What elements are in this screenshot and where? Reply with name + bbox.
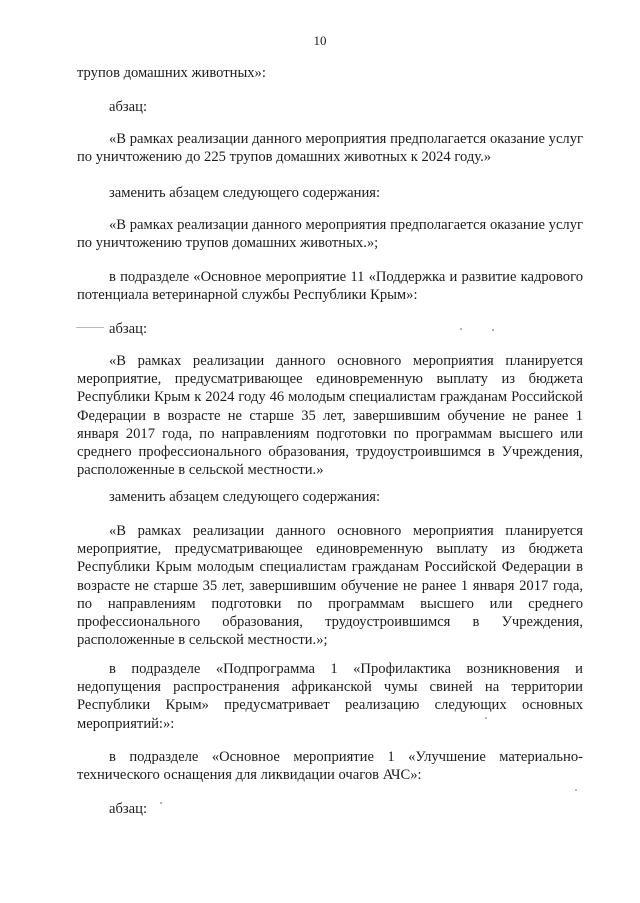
paragraph-abzac: абзац: (109, 321, 148, 337)
page-number: 10 (313, 33, 327, 48)
paragraph-abzac: абзац: (109, 801, 148, 817)
paragraph-replace-instruction: заменить абзацем следующего содержания: (109, 489, 381, 505)
paragraph-new-text: «В рамках реализации данного основного мероприятия планируется мероприятие, предусматривающее единовременную выплату из бюджета Республики Крым молодым специалистам гражданам Российской Федерации в возрасте не старше 35 лет, завершившим обучение не ранее 1 января 2017 года, по направлениям подготовки по программам высшего или среднего профессионального образования, трудоустроившимся в Учреждения, расположенные в сельской местности.»; (77, 523, 583, 649)
scan-artifact (460, 328, 462, 330)
scan-artifact (492, 329, 494, 331)
paragraph-new-text: «В рамках реализации данного мероприятия предполагается оказание услуг по уничтожению трупов домашних животных.»; (77, 217, 583, 252)
paragraph-abzac: абзац: (109, 99, 148, 115)
paragraph-replace-instruction: заменить абзацем следующего содержания: (109, 185, 381, 201)
scan-artifact (76, 327, 104, 328)
paragraph-old-text: «В рамках реализации данного основного мероприятия планируется мероприятие, предусматривающее единовременную выплату из бюджета Республики Крым к 2024 году 46 молодым специалистам гражданам Российской Федерации в возрасте не старше 35 лет, завершившим обучение не ранее 1 января 2017 года, по направлениям подготовки по программам высшего или среднего профессионального образования, трудоустроившимся в Учреждения, расположенные в сельской местности.» (77, 353, 583, 479)
scan-artifact (485, 717, 487, 719)
paragraph-subsection-11: в подразделе «Основное мероприятие 11 «Поддержка и развитие кадрового потенциала ветеринарной службы Республики Крым»: (77, 269, 583, 304)
paragraph-continuation: трупов домашних животных»: (77, 65, 266, 81)
paragraph-main-measure-1: в подразделе «Основное мероприятие 1 «Улучшение материально-технического оснащения для ликвидации очагов АЧС»: (77, 749, 583, 784)
scan-artifact (160, 802, 162, 804)
paragraph-old-text: «В рамках реализации данного мероприятия предполагается оказание услуг по уничтожению до 225 трупов домашних животных к 2024 году.» (77, 131, 583, 166)
scan-artifact (575, 789, 577, 791)
paragraph-subprogram-1: в подразделе «Подпрограмма 1 «Профилактика возникновения и недопущения распространения африканской чумы свиней на территории Республики Крым» предусматривает реализацию следующих основных мероприятий:»: (77, 661, 583, 732)
